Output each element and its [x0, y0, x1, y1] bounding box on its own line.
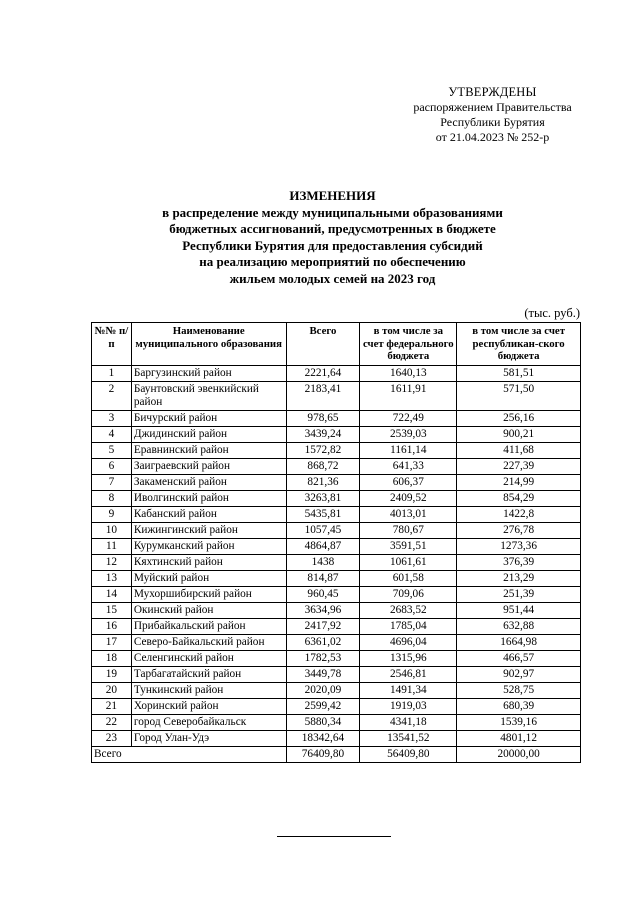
- cell-name: Окинский район: [131, 602, 286, 618]
- cell-federal: 4696,04: [360, 634, 457, 650]
- table-row: [92, 410, 581, 426]
- cell-num: 3: [92, 410, 132, 426]
- cell-name: Кабанский район: [131, 506, 286, 522]
- cell-republic: 276,78: [457, 522, 581, 538]
- cell-republic: 466,57: [457, 650, 581, 666]
- header-republic: в том числе за счет республикан-ского бюджета: [457, 323, 581, 366]
- cell-republic: 680,39: [457, 698, 581, 714]
- cell-federal: 4013,01: [360, 506, 457, 522]
- cell-federal: 13541,52: [360, 730, 457, 746]
- cell-total: 3439,24: [286, 426, 360, 442]
- cell-federal: 606,37: [360, 474, 457, 490]
- cell-total: 978,65: [286, 410, 360, 426]
- header-name: Наименование муниципального образования: [131, 323, 286, 366]
- cell-num: 7: [92, 474, 132, 490]
- table-row: [92, 730, 581, 746]
- cell-num: 8: [92, 490, 132, 506]
- table-row: [92, 618, 581, 634]
- cell-total: 2417,92: [286, 618, 360, 634]
- cell-name: Курумканский район: [131, 538, 286, 554]
- table-row: [92, 666, 581, 682]
- cell-total: 18342,64: [286, 730, 360, 746]
- cell-federal: 709,06: [360, 586, 457, 602]
- cell-federal: 2409,52: [360, 490, 457, 506]
- cell-total: 960,45: [286, 586, 360, 602]
- cell-name: Кижингинский район: [131, 522, 286, 538]
- cell-total: 814,87: [286, 570, 360, 586]
- cell-republic: 951,44: [457, 602, 581, 618]
- cell-federal: 1161,14: [360, 442, 457, 458]
- cell-total: 821,36: [286, 474, 360, 490]
- cell-total: 5880,34: [286, 714, 360, 730]
- cell-republic: 411,68: [457, 442, 581, 458]
- cell-name: Город Улан-Удэ: [131, 730, 286, 746]
- cell-num: 18: [92, 650, 132, 666]
- cell-total: 1057,45: [286, 522, 360, 538]
- cell-name: Баргузинский район: [131, 365, 286, 381]
- cell-num: 12: [92, 554, 132, 570]
- cell-num: 5: [92, 442, 132, 458]
- cell-total: 868,72: [286, 458, 360, 474]
- cell-republic: 227,39: [457, 458, 581, 474]
- cell-federal: 641,33: [360, 458, 457, 474]
- table-row: [92, 682, 581, 698]
- approval-block: [405, 85, 580, 145]
- cell-num: 23: [92, 730, 132, 746]
- cell-name: Мухоршибирский район: [131, 586, 286, 602]
- cell-total: 2221,64: [286, 365, 360, 381]
- cell-num: 14: [92, 586, 132, 602]
- cell-num: 4: [92, 426, 132, 442]
- cell-total: 1782,53: [286, 650, 360, 666]
- cell-num: 13: [92, 570, 132, 586]
- cell-name: Тункинский район: [131, 682, 286, 698]
- total-label: Всего: [92, 746, 287, 762]
- cell-total: 5435,81: [286, 506, 360, 522]
- cell-republic: 1539,16: [457, 714, 581, 730]
- cell-federal: 4341,18: [360, 714, 457, 730]
- cell-federal: 1919,03: [360, 698, 457, 714]
- approval-line-2: Республики Бурятия: [440, 115, 545, 129]
- table-row: [92, 602, 581, 618]
- cell-num: 10: [92, 522, 132, 538]
- table-header-row: [92, 323, 581, 366]
- cell-republic: 902,97: [457, 666, 581, 682]
- cell-federal: 3591,51: [360, 538, 457, 554]
- units-label: (тыс. руб.): [524, 306, 580, 320]
- table-row: [92, 570, 581, 586]
- total-republic: 20000,00: [457, 746, 581, 762]
- title-line-4: Республики Бурятия для предоставления субсидий: [182, 237, 483, 253]
- table-row: [92, 650, 581, 666]
- cell-federal: 1611,91: [360, 381, 457, 410]
- title-line-2: в распределение между муниципальными образованиями: [162, 204, 503, 220]
- cell-total: 2020,09: [286, 682, 360, 698]
- cell-federal: 1491,34: [360, 682, 457, 698]
- cell-total: 4864,87: [286, 538, 360, 554]
- cell-total: 3263,81: [286, 490, 360, 506]
- cell-name: Кяхтинский район: [131, 554, 286, 570]
- cell-federal: 2539,03: [360, 426, 457, 442]
- cell-name: Прибайкальский район: [131, 618, 286, 634]
- cell-federal: 722,49: [360, 410, 457, 426]
- header-federal: в том числе за счет федерального бюджета: [360, 323, 457, 366]
- cell-total: 2183,41: [286, 381, 360, 410]
- table-row: [92, 586, 581, 602]
- cell-name: Хоринский район: [131, 698, 286, 714]
- cell-federal: 601,58: [360, 570, 457, 586]
- cell-republic: 1422,8: [457, 506, 581, 522]
- table-row: [92, 714, 581, 730]
- table-row: [92, 490, 581, 506]
- cell-federal: 2683,52: [360, 602, 457, 618]
- cell-republic: 571,50: [457, 381, 581, 410]
- cell-republic: 251,39: [457, 586, 581, 602]
- cell-republic: 376,39: [457, 554, 581, 570]
- cell-republic: 632,88: [457, 618, 581, 634]
- table-row: [92, 538, 581, 554]
- cell-name: город Северобайкальск: [131, 714, 286, 730]
- document-title: [60, 188, 605, 287]
- approval-line-1: распоряжением Правительства: [413, 100, 572, 114]
- cell-name: Тарбагатайский район: [131, 666, 286, 682]
- table-total-row: [92, 746, 581, 762]
- cell-republic: 528,75: [457, 682, 581, 698]
- cell-num: 19: [92, 666, 132, 682]
- cell-name: Заиграевский район: [131, 458, 286, 474]
- cell-num: 11: [92, 538, 132, 554]
- header-total: Всего: [286, 323, 360, 366]
- total-federal: 56409,80: [360, 746, 457, 762]
- approval-heading: УТВЕРЖДЕНЫ: [448, 85, 537, 99]
- cell-name: Иволгинский район: [131, 490, 286, 506]
- cell-num: 2: [92, 381, 132, 410]
- header-num: №№ п/п: [92, 323, 132, 366]
- total-sum: 76409,80: [286, 746, 360, 762]
- table-row: [92, 474, 581, 490]
- cell-name: Муйский район: [131, 570, 286, 586]
- table-row: [92, 442, 581, 458]
- table-row: [92, 458, 581, 474]
- cell-num: 22: [92, 714, 132, 730]
- cell-federal: 780,67: [360, 522, 457, 538]
- table-row: [92, 554, 581, 570]
- cell-num: 6: [92, 458, 132, 474]
- cell-republic: 900,21: [457, 426, 581, 442]
- cell-federal: 1640,13: [360, 365, 457, 381]
- cell-name: Еравнинский район: [131, 442, 286, 458]
- cell-total: 1572,82: [286, 442, 360, 458]
- cell-republic: 213,29: [457, 570, 581, 586]
- cell-name: Баунтовский эвенкийский район: [131, 381, 286, 410]
- cell-name: Джидинский район: [131, 426, 286, 442]
- table-row: [92, 522, 581, 538]
- cell-republic: 214,99: [457, 474, 581, 490]
- cell-republic: 1664,98: [457, 634, 581, 650]
- table-row: [92, 698, 581, 714]
- table-row: [92, 381, 581, 410]
- cell-federal: 1315,96: [360, 650, 457, 666]
- cell-name: Закаменский район: [131, 474, 286, 490]
- title-line-5: на реализацию мероприятий по обеспечению: [199, 254, 466, 269]
- cell-total: 3449,78: [286, 666, 360, 682]
- distribution-table: [91, 322, 581, 763]
- cell-republic: 854,29: [457, 490, 581, 506]
- title-line-6: жильем молодых семей на 2023 год: [229, 270, 436, 286]
- approval-line-3: от 21.04.2023 № 252-р: [435, 130, 550, 144]
- cell-name: Селенгинский район: [131, 650, 286, 666]
- cell-federal: 1785,04: [360, 618, 457, 634]
- cell-num: 1: [92, 365, 132, 381]
- footer-divider: [277, 836, 391, 837]
- cell-total: 2599,42: [286, 698, 360, 714]
- cell-republic: 1273,36: [457, 538, 581, 554]
- cell-num: 17: [92, 634, 132, 650]
- cell-name: Бичурский район: [131, 410, 286, 426]
- cell-total: 6361,02: [286, 634, 360, 650]
- cell-republic: 256,16: [457, 410, 581, 426]
- table-row: [92, 365, 581, 381]
- cell-num: 21: [92, 698, 132, 714]
- cell-total: 3634,96: [286, 602, 360, 618]
- cell-federal: 2546,81: [360, 666, 457, 682]
- cell-republic: 4801,12: [457, 730, 581, 746]
- cell-republic: 581,51: [457, 365, 581, 381]
- cell-name: Северо-Байкальский район: [131, 634, 286, 650]
- table-row: [92, 634, 581, 650]
- table-row: [92, 426, 581, 442]
- cell-total: 1438: [286, 554, 360, 570]
- cell-num: 9: [92, 506, 132, 522]
- table-row: [92, 506, 581, 522]
- title-line-1: ИЗМЕНЕНИЯ: [289, 188, 376, 203]
- cell-num: 15: [92, 602, 132, 618]
- cell-federal: 1061,61: [360, 554, 457, 570]
- cell-num: 20: [92, 682, 132, 698]
- cell-num: 16: [92, 618, 132, 634]
- title-line-3: бюджетных ассигнований, предусмотренных в бюджете: [169, 221, 496, 236]
